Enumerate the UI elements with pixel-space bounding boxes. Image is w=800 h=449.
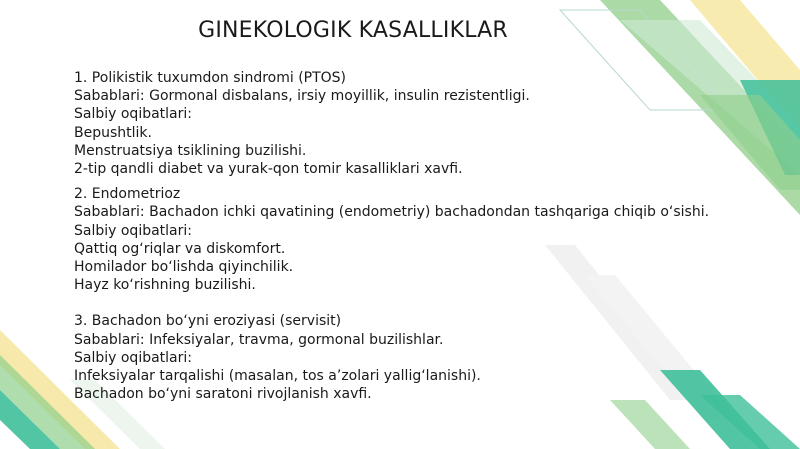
effect-item: Menstruatsiya tsiklining buzilishi. bbox=[74, 142, 307, 159]
section-heading: 3. Bachadon bo‘yni eroziyasi (servisit) bbox=[74, 313, 342, 330]
section-effects-label: Salbiy oqibatlari: bbox=[74, 349, 192, 366]
effect-item: Homilador bo‘lishda qiyinchilik. bbox=[74, 259, 294, 276]
effect-item: Infeksiyalar tarqalishi (masalan, tos a’zolari yallig‘lanishi). bbox=[74, 368, 481, 385]
effect-item: Bepushtlik. bbox=[74, 124, 152, 141]
section-effects-label: Salbiy oqibatlari: bbox=[74, 222, 192, 239]
section-ptos bbox=[74, 69, 734, 178]
section-causes: Sabablari: Infeksiyalar, travma, gormonal buzilishlar. bbox=[74, 331, 444, 348]
slide-content bbox=[74, 69, 734, 403]
stripe-green-bottom bbox=[610, 400, 690, 449]
section-causes: Sabablari: Gormonal disbalans, irsiy moyillik, insulin rezistentligi. bbox=[74, 88, 530, 105]
effect-item: Bachadon bo‘yni saratoni rivojlanish xavfi. bbox=[74, 386, 372, 403]
effect-item: 2-tip qandli diabet va yurak-qon tomir kasalliklari xavfi. bbox=[74, 161, 463, 178]
section-causes: Sabablari: Bachadon ichki qavatining (endometriy) bachadondan tashqariga chiqib o‘sishi. bbox=[74, 204, 710, 221]
effect-item: Qattiq og‘riqlar va diskomfort. bbox=[74, 240, 286, 257]
section-effects-label: Salbiy oqibatlari: bbox=[74, 106, 192, 123]
page-title: GINEKOLOGIK KASALLIKLAR bbox=[198, 18, 508, 43]
effect-item: Hayz ko‘rishning buzilishi. bbox=[74, 277, 256, 294]
section-heading: 1. Polikistik tuxumdon sindromi (PTOS) bbox=[74, 70, 347, 86]
section-endometrioz bbox=[74, 185, 734, 294]
section-eroziya bbox=[74, 312, 734, 403]
section-heading: 2. Endometrioz bbox=[74, 186, 181, 203]
